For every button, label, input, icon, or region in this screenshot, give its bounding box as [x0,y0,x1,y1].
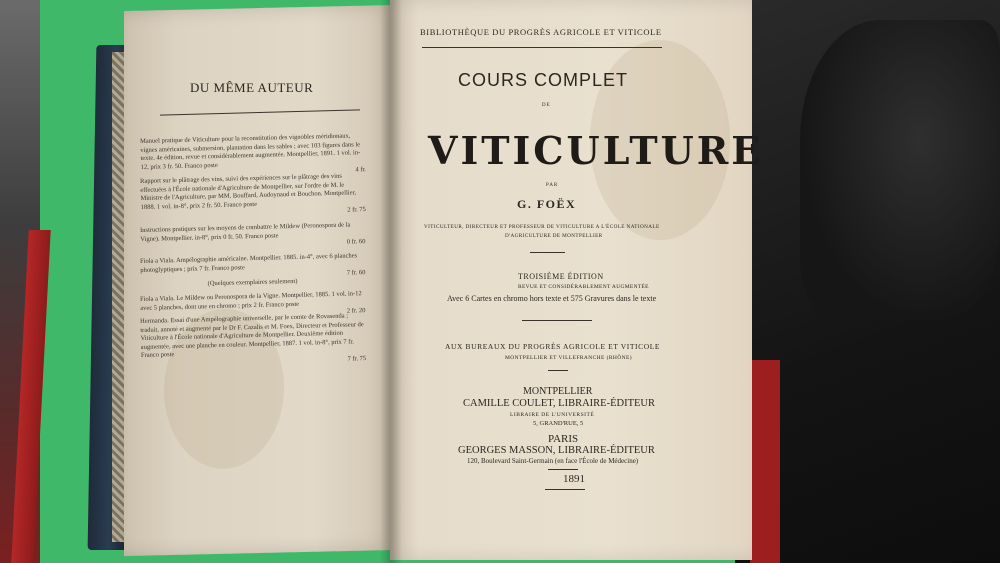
entry-text: Fiola a Viala. Le Mildew ou Peronospora de la Vigne. Montpellier, 1885. 1 vol. in-12 avec 5 planches, dont une en chromo ; prix 2 fr. Franco poste [140,290,362,312]
publisher-coulet-role: LIBRAIRE DE L'UNIVERSITÉ [510,412,595,418]
entry-text: (Quelques exemplaires seulement) [207,277,298,288]
entry-text: Rapport sur le plâtrage des vins, suivi des expériences sur le plâtrage des vins effectuées à l'École nationale d'Agriculture de Montpellier, sur l'ordre de M. le Ministre de l'Agriculture, par MM. Bouffard, Audoynaud et Bouchon. Montpellier, 1888. 1 vol. in-8°, prix 2 fr. 50. Franco poste [140,172,357,211]
publisher-masson: GEORGES MASSON, LIBRAIRE-ÉDITEUR [458,445,655,456]
left-page-heading: DU MÊME AUTEUR [190,80,314,95]
series-rule [422,47,662,48]
city-paris: PARIS [548,433,579,445]
publisher-office: AUX BUREAUX DU PROGRÈS AGRICOLE ET VITICOLE [445,342,661,351]
entry-price: 2 fr. 20 [346,307,366,315]
publisher-cities: MONTPELLIER ET VILLEFRANCHE (RHÔNE) [505,355,632,361]
author-description-line2: D'AGRICULTURE DE MONTPELLIER [505,233,603,239]
edition-label: TROISIÈME ÉDITION [518,272,604,281]
entry-price: 0 fr. 60 [346,238,366,246]
entry-text: Fiola a Viala. Ampélographie américaine. Montpellier. 1885. in-4°, avec 6 planches photoglyptiques ; prix 7 fr. Franco poste [140,252,358,274]
red-cloth-right [750,360,780,563]
divider-rule [548,370,568,371]
divider-rule [545,489,585,490]
divider-rule [522,320,592,321]
entry-price: 2 fr. 75 [347,206,367,214]
author-name: G. FOËX [517,197,577,211]
bibliography-entry [140,172,366,221]
publisher-coulet-address: 5, GRAND'RUE, 5 [533,420,584,427]
entry-text: Hermanda. Essai d'une Ampélographie universelle, par le comte de Rovasenda ; traduit, annoté et augmenté par le Dr F. Cazalis et M. Foex, Directeur et Professeur de Viticulture à l'École nationale d'Agriculture de Montpellier. Deuxième édition augmentée, avec une planche en couleur. Montpellier, 1887. 1 vol. in-8°, prix 7 fr. Franco poste [140,312,364,360]
entry-text: Instructions pratiques sur les moyens de combattre le Mildew (Peronospora de la Vigne). Montpellier. in-8°, prix 0 fr. 50. Franco poste [140,221,351,243]
dark-cloth [800,20,1000,320]
city-montpellier: MONTPELLIER [523,386,593,397]
bibliography-entry [140,312,366,369]
entry-price: 7 fr. 75 [347,355,367,363]
entry-text: Manuel pratique de Viticulture pour la reconstitution des vignobles méridionaux, vignes américaines, submersion, plantation dans les sables ; avec 103 figures dans le texte. 4e édition, revue et considérablement augmentée. Montpellier, 1891. 1 vol. in-12, prix 3 fr. 50. Franco poste [140,132,361,171]
publisher-coulet: CAMILLE COULET, LIBRAIRE-ÉDITEUR [463,398,655,409]
author-description-line1: VITICULTEUR, DIRECTEUR ET PROFESSEUR DE VITICULTURE A L'ÉCOLE NATIONALE [424,224,660,230]
publication-year: 1891 [563,473,585,485]
subtitle-cours-complet: COURS COMPLET [458,70,629,90]
illustrations-note: Avec 6 Cartes en chromo hors texte et 575 Gravures dans le texte [447,294,657,303]
connector-par: PAR [546,183,559,188]
series-header: BIBLIOTHÈQUE DU PROGRÈS AGRICOLE ET VITICOLE [420,27,662,37]
revision-note: REVUE ET CONSIDÉRABLEMENT AUGMENTÉE [518,284,649,290]
publisher-masson-address: 120, Boulevard Saint-Germain (en face l'École de Médecine) [467,457,639,465]
connector-de: DE [542,103,551,108]
entry-price: 7 fr. 60 [346,269,366,277]
book-gutter [380,0,402,563]
divider-rule [530,252,565,253]
divider-rule [548,469,578,470]
entry-price: 4 fr. [355,166,367,174]
book-title: VITICULTURE [428,128,764,173]
